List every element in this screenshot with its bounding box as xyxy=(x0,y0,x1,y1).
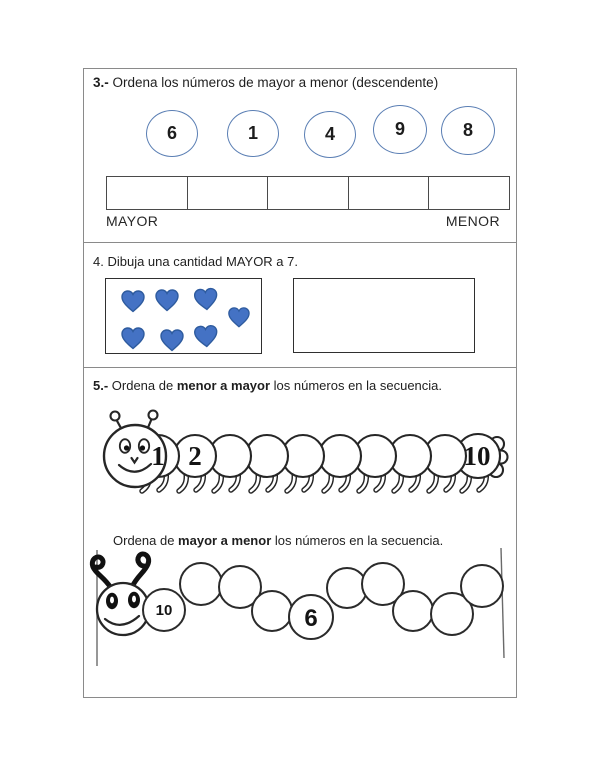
circle-value: 6 xyxy=(166,123,177,143)
number-circle-9 xyxy=(373,105,427,154)
row-divider xyxy=(83,367,517,368)
exercise3-title-text: Ordena los números de mayor a menor (descendente) xyxy=(108,75,439,90)
segment-number-2: 2 xyxy=(188,441,202,471)
eye-highlight xyxy=(110,597,114,604)
answer-cell-1[interactable] xyxy=(107,177,188,209)
caterpillar-2-head xyxy=(97,583,149,635)
number-circle-8 xyxy=(441,106,495,155)
number-circle-6 xyxy=(146,110,198,157)
instruction1-bold: menor a mayor xyxy=(176,378,271,393)
caterpillar-1-figure xyxy=(83,408,517,508)
number-circle-4 xyxy=(304,111,356,158)
heart-icon xyxy=(161,330,183,351)
circle-value: 1 xyxy=(247,123,258,143)
heart-icon xyxy=(194,288,218,310)
answer-cell-2[interactable] xyxy=(188,177,269,209)
stray-line-right xyxy=(501,548,504,658)
mayor-menor-labels xyxy=(106,213,500,229)
answer-cell-5[interactable] xyxy=(429,177,509,209)
eye-highlight xyxy=(132,596,136,603)
instruction1-post: los números en la secuencia. xyxy=(270,378,443,393)
circle-value: 8 xyxy=(462,120,473,140)
segment2-number-10: 10 xyxy=(155,602,173,619)
menor-label: MENOR xyxy=(445,213,500,229)
instruction2-post: los números en la secuencia. xyxy=(271,533,444,548)
antenna-curl-right xyxy=(132,554,149,587)
drawing-answer-box[interactable] xyxy=(293,278,475,353)
exercise3-title xyxy=(93,75,438,90)
heart-icon xyxy=(194,325,217,347)
caterpillar2-segment[interactable] xyxy=(327,568,367,608)
circle-value: 9 xyxy=(394,119,405,139)
antenna-curl-left xyxy=(92,557,111,588)
caterpillar2-segment[interactable] xyxy=(393,591,433,631)
segment-number-1: 1 xyxy=(151,441,165,471)
caterpillar2-segment[interactable] xyxy=(461,565,503,607)
pupil xyxy=(140,445,145,450)
caterpillar-segment[interactable] xyxy=(246,435,288,477)
hearts-sample-box xyxy=(105,278,262,354)
ordering-answer-strip xyxy=(106,176,510,210)
caterpillar-2-figure xyxy=(83,545,517,670)
heart-icon xyxy=(156,290,178,311)
row-divider xyxy=(83,242,517,243)
hearts-figure xyxy=(106,279,261,353)
segment2-number-6: 6 xyxy=(304,605,318,632)
instruction1-pre: Ordena de xyxy=(108,378,177,393)
number-circle-1 xyxy=(227,110,279,157)
pupil xyxy=(124,445,129,450)
exercise4-title xyxy=(93,254,298,269)
exercise4-title-text: 4. Dibuja una cantidad MAYOR a 7. xyxy=(93,254,298,269)
heart-icon xyxy=(229,308,249,327)
caterpillar2-segment[interactable] xyxy=(180,563,222,605)
caterpillar2-segment[interactable] xyxy=(252,591,292,631)
answer-cell-4[interactable] xyxy=(349,177,430,209)
exercise5-number: 5.- xyxy=(93,378,109,393)
exercise5-title xyxy=(93,378,442,393)
heart-icon xyxy=(122,328,144,349)
answer-cell-3[interactable] xyxy=(268,177,349,209)
instruction2-pre: Ordena de xyxy=(113,533,179,548)
instruction2-bold: mayor a menor xyxy=(178,533,272,548)
exercise3-number: 3.- xyxy=(93,75,109,90)
circle-value: 4 xyxy=(324,124,335,144)
mayor-label: MAYOR xyxy=(106,213,159,229)
segment-number-10: 10 xyxy=(463,441,491,471)
caterpillar-segment[interactable] xyxy=(319,435,361,477)
heart-icon xyxy=(122,291,144,312)
